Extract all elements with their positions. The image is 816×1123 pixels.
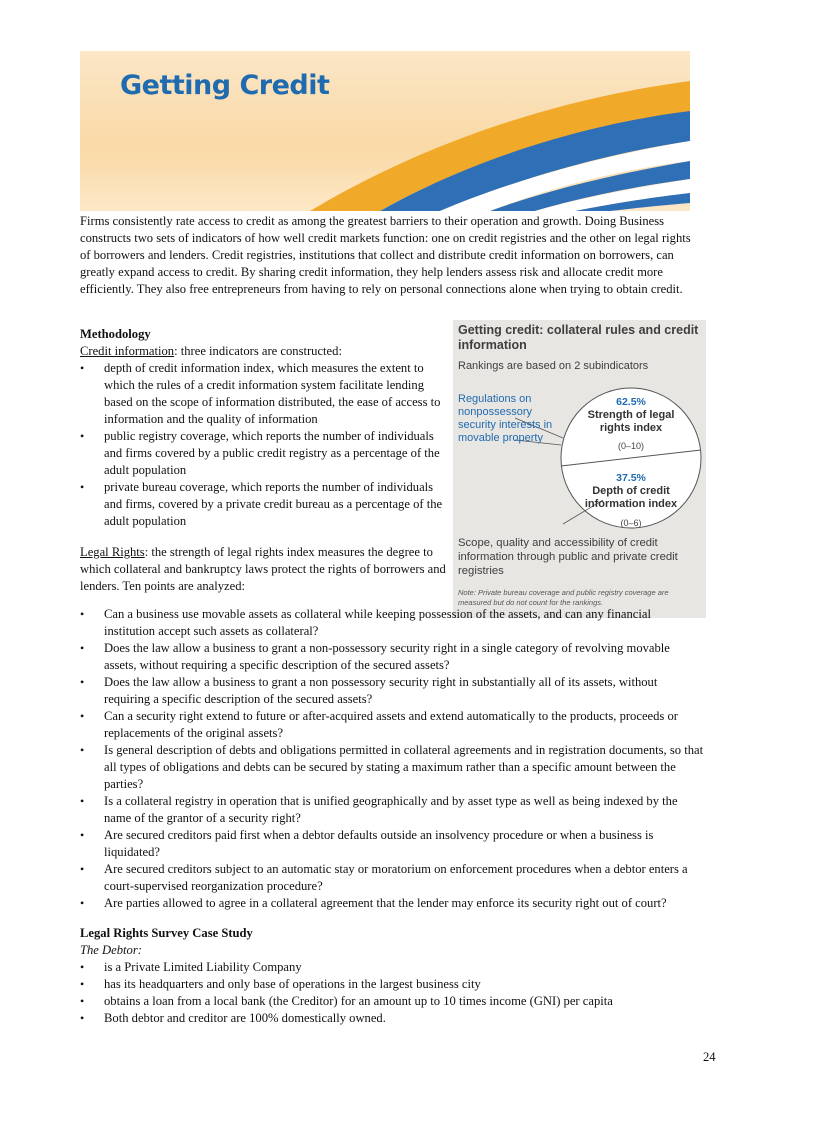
- figure-title: Getting credit: collateral rules and credit information: [458, 323, 699, 352]
- list-item: • Does the law allow a business to grant a non possessory security right in substantially all of its assets, without requiring a specific description of the secured assets?: [80, 674, 705, 708]
- figure-bottom-text: Scope, quality and accessibility of credit information through public and private credit registries: [458, 537, 678, 577]
- credit-info-intro: [80, 343, 448, 360]
- credit-info-list: [80, 360, 448, 530]
- case-study-section: [80, 925, 700, 1027]
- legal-rights-label: Legal Rights: [80, 545, 145, 559]
- list-item: • public registry coverage, which reports the number of individuals and firms covered by a public credit registry as a percentage of the adult population: [80, 428, 448, 479]
- case-study-heading: Legal Rights Survey Case Study: [80, 926, 253, 940]
- list-item: • Both debtor and creditor are 100% domestically owned.: [80, 1010, 700, 1027]
- list-item: • is a Private Limited Liability Company: [80, 959, 700, 976]
- list-item: • Can a security right extend to future or after-acquired assets and extend automatically to the products, proceeds or replacements of the original assets?: [80, 708, 705, 742]
- list-item: • Can a business use movable assets as collateral while keeping possession of the assets, and can any financial institution accept such assets as collateral?: [80, 606, 705, 640]
- list-item: • depth of credit information index, which measures the extent to which the rules of a credit information system facilitate lending based on the scope of information distributed, the ease of access to information and the quality of information: [80, 360, 448, 428]
- figure-left-label: Regulations on nonpossessory security interests in movable property: [458, 393, 553, 444]
- bottom-index-label: Depth of credit information index: [584, 485, 678, 510]
- bottom-percentage: 37.5%: [616, 472, 646, 484]
- list-item: • Are secured creditors subject to an automatic stay or moratorium on enforcement procedures when a debtor enters a court-supervised reorganization procedure?: [80, 861, 705, 895]
- top-index-label: Strength of legal rights index: [587, 409, 675, 434]
- bottom-index-range: (0–6): [620, 518, 642, 528]
- case-study-list: [80, 959, 700, 1027]
- legal-rights-paragraph: [80, 544, 448, 595]
- list-item: • has its headquarters and only base of operations in the largest business city: [80, 976, 700, 993]
- credit-info-label: Credit information: [80, 344, 175, 358]
- top-percentage: 62.5%: [616, 396, 646, 408]
- figure-note: Note: Private bureau coverage and public registry coverage are measured but do not count for the rankings.: [458, 588, 669, 607]
- list-item: • Are parties allowed to agree in a collateral agreement that the lender may enforce its security right out of court?: [80, 895, 705, 912]
- methodology-section: [80, 326, 448, 595]
- figure-subtitle: Rankings are based on 2 subindicators: [458, 360, 649, 372]
- case-study-subheading: The Debtor:: [80, 943, 142, 957]
- list-item: • Is a collateral registry in operation that is unified geographically and by asset type as well as being indexed by the name of the grantor of a security right?: [80, 793, 705, 827]
- methodology-heading: Methodology: [80, 327, 151, 341]
- list-item: • Are secured creditors paid first when a debtor defaults outside an insolvency procedure or when a business is liquidated?: [80, 827, 705, 861]
- collateral-rules-figure: [453, 320, 706, 618]
- list-item: • obtains a loan from a local bank (the Creditor) for an amount up to 10 times income (GNI) per capita: [80, 993, 700, 1010]
- credit-info-rest: : three indicators are constructed:: [174, 344, 342, 358]
- list-item: • Is general description of debts and obligations permitted in collateral agreements and in registration documents, so that all types of obligations and debts can be secured by stating a maximum rather than a specific amount between the parties?: [80, 742, 705, 793]
- banner-title: Getting Credit: [120, 70, 330, 101]
- legal-rights-rest: : the strength of legal rights index measures the degree to which collateral and bankruptcy laws protect the rights of borrowers and lenders. Ten points are analyzed:: [80, 545, 446, 593]
- page-number: 24: [703, 1050, 716, 1064]
- legal-rights-questions: [80, 606, 705, 912]
- list-item: • Does the law allow a business to grant a non-possessory security right in a single category of revolving movable assets, without requiring a specific description of the secured assets?: [80, 640, 705, 674]
- list-item: • private bureau coverage, which reports the number of individuals and firms, covered by a private credit bureau as a percentage of the adult population: [80, 479, 448, 530]
- intro-paragraph: Firms consistently rate access to credit as among the greatest barriers to their operation and growth. Doing Business constructs two sets of indicators of how well credit markets function: one on credit registries and the other on legal rights of borrowers and lenders. Credit registries, institutions that collect and distribute credit information on borrowers, can greatly expand access to credit. By sharing credit information, they help lenders assess risk and allocate credit more efficiently. They also free entrepreneurs from having to rely on personal connections alone when trying to obtain credit.: [80, 214, 691, 296]
- top-index-range: (0–10): [617, 441, 644, 451]
- banner: [80, 51, 690, 211]
